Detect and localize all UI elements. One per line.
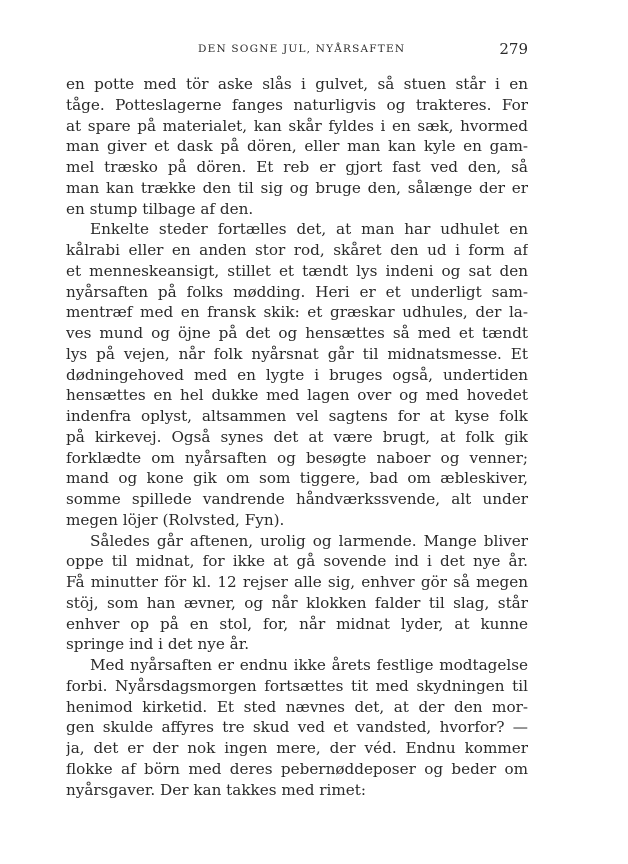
text-line: mand og kone gik om som tiggere, bad om æbleskiver,	[66, 469, 528, 488]
text-line: megen löjer (Rolvsted, Fyn).	[66, 510, 285, 529]
text-line: enhver op på en stol, for, når midnat lyder, at kunne	[66, 614, 528, 633]
text-line: stöj, som han ævner, og når klokken falder til slag, står	[66, 593, 528, 612]
text-line: forklædte om nyårsaften og besøgte naboer og venner;	[66, 448, 528, 467]
text-line: kålrabi eller en anden stor rod, skåret den ud i form af	[66, 241, 528, 259]
text-line: mel træsko på dören. Et reb er gjort fast ved den, så	[66, 158, 528, 176]
running-title: DEN SOGNE JUL, NYÅRSAFTEN	[198, 43, 406, 55]
text-line: gen skulde affyres tre skud ved et vandsted, hvorfor? —	[66, 718, 528, 737]
body-text	[66, 74, 528, 800]
text-line: dødningehoved med en lygte i bruges også, undertiden	[66, 365, 528, 384]
page-number: 279	[499, 40, 528, 58]
text-line: nyårsaften på folks mødding. Heri er et underligt sam-	[66, 282, 528, 301]
text-line: Således går aftenen, urolig og larmende. Mange bliver	[90, 531, 528, 550]
text-line: forbi. Nyårsdagsmorgen fortsættes tit med skydningen til	[66, 676, 528, 695]
text-line: at spare på materialet, kan skår fyldes i en sæk, hvormed	[66, 116, 528, 135]
text-line: springe ind i det nye år.	[66, 635, 250, 654]
text-line: flokke af börn med deres pebernøddeposer og beder om	[66, 759, 528, 778]
text-line: på kirkevej. Også synes det at være brugt, at folk gik	[66, 427, 528, 446]
text-line: tåge. Potteslagerne fanges naturligvis og trakteres. For	[66, 95, 528, 114]
text-line: Få minutter för kl. 12 rejser alle sig, enhver gör så megen	[66, 573, 528, 591]
text-line: Med nyårsaften er endnu ikke årets festlige modtagelse	[90, 656, 528, 674]
paragraph	[66, 531, 528, 656]
text-line: henimod kirketid. Et sted nævnes det, at der den mor-	[66, 697, 528, 716]
text-line: nyårsgaver. Der kan takkes med rimet:	[66, 780, 367, 799]
text-line: somme spillede vandrende håndværkssvende, alt under	[66, 490, 528, 508]
text-line: et menneskeansigt, stillet et tændt lys indeni og sat den	[66, 261, 528, 280]
text-line: indenfra oplyst, altsammen vel sagtens for at kyse folk	[66, 407, 528, 425]
paragraph	[66, 74, 528, 219]
text-line: en potte med tör aske slås i gulvet, så stuen står i en	[66, 75, 528, 93]
text-line: mentræf med en fransk skik: et græskar udhules, der la-	[66, 303, 528, 322]
text-line: oppe til midnat, for ikke at gå sovende ind i det nye år.	[66, 552, 528, 571]
text-line: Enkelte steder fortælles det, at man har udhulet en	[90, 220, 528, 239]
running-header	[66, 40, 528, 60]
text-line: ves mund og öjne på det og hensættes så med et tændt	[66, 324, 528, 342]
text-line: en stump tilbage af den.	[66, 199, 254, 218]
text-line: hensættes en hel dukke med lagen over og med hovedet	[66, 386, 528, 405]
text-line: man giver et dask på dören, eller man kan kyle en gam-	[66, 137, 528, 156]
text-line: lys på vejen, når folk nyårsnat går til midnatsmesse. Et	[66, 344, 528, 363]
text-line: ja, det er der nok ingen mere, der véd. Endnu kommer	[66, 739, 528, 757]
paragraph	[66, 655, 528, 800]
paragraph	[66, 219, 528, 530]
text-line: man kan trække den til sig og bruge den, sålænge der er	[66, 178, 528, 197]
